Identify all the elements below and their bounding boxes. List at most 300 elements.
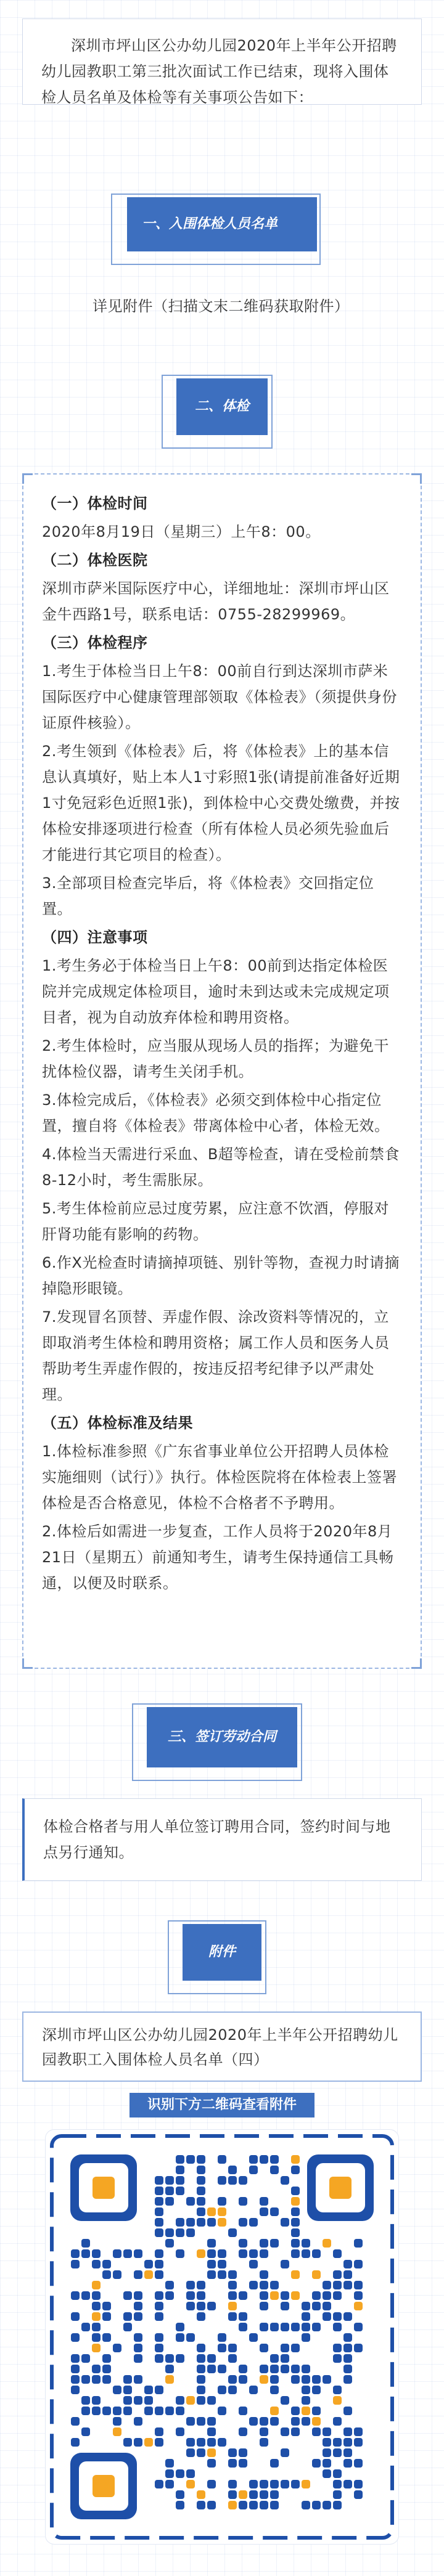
qr-module [102,2407,111,2415]
qr-module [123,2291,132,2300]
qr-module [343,2281,352,2289]
qr-module [291,2375,300,2384]
qr-module [302,2386,310,2394]
qr-module [197,2448,205,2457]
qr-module [260,2155,268,2164]
qr-module [134,2302,142,2310]
qr-module [186,2281,195,2289]
qr-module [218,2176,226,2185]
qr-module [312,2249,321,2258]
qr-module [291,2344,300,2352]
qr-module [228,2270,237,2279]
qr-module [260,2239,268,2248]
qr-module [333,2291,342,2300]
qr-module [270,2480,279,2488]
qr-module [102,2333,111,2342]
qr-module [260,2417,268,2426]
qr-module [123,2249,132,2258]
attachment-heading [173,1915,271,1989]
qr-module [197,2281,205,2289]
qr-module [260,2438,268,2447]
qr-module [302,2407,310,2415]
section2-paragraph: 2.体检后如需进一步复查，工作人员将于2020年8月21日（星期五）前通知考生，请考生保持通信工具畅通，以便及时联系。 [42,1523,394,1592]
qr-module [197,2291,205,2300]
qr-module [218,2249,226,2258]
qr-module [186,2396,195,2405]
qr-module [92,2365,101,2373]
qr-module [228,2228,237,2237]
section2-paragraph: 2.考生体检时，应当服从现场人员的指挥；为避免干扰体检仪器，请考生关闭手机。 [42,1037,389,1080]
qr-module [218,2218,226,2227]
qr-module [323,2448,331,2457]
qr-module [323,2281,331,2289]
qr-module [81,2249,90,2258]
qr-module [102,2365,111,2373]
qr-module [260,2490,268,2499]
qr-module [302,2417,310,2426]
qr-module [155,2176,163,2185]
qr-module [165,2176,174,2185]
qr-module [155,2260,163,2268]
attachment-box [22,2011,422,2082]
qr-finder-tl [70,2154,137,2221]
qr-module [343,2354,352,2363]
qr-module [81,2239,90,2248]
qr-module [239,2197,247,2206]
qr-module [239,2312,247,2321]
qr-module [270,2459,279,2468]
section3-heading-text: 三、签订劳动合同 [147,1707,297,1767]
section2-paragraph: 2020年8月19日（星期三）上午8：00。 [42,523,321,540]
qr-module [291,2365,300,2373]
qr-module [165,2187,174,2195]
qr-module [249,2155,258,2164]
section2-subheading: （三）体检程序 [42,634,148,651]
qr-module [354,2490,363,2499]
qr-module [155,2344,163,2352]
section2-paragraph: 3.全部项目检查完毕后，将《体检表》交回指定位置。 [42,874,374,918]
qr-module [207,2207,216,2216]
qr-module [354,2291,363,2300]
qr-module [92,2344,101,2352]
qr-module [207,2239,216,2248]
qr-module [176,2323,184,2331]
qr-module [281,2302,289,2310]
qr-module [270,2365,279,2373]
qr-module [92,2249,101,2258]
qr-module [165,2239,174,2248]
qr-module [186,2197,195,2206]
qr-module [270,2407,279,2415]
qr-module [155,2354,163,2363]
qr-module [312,2459,321,2468]
qr-module [228,2354,237,2363]
qr-module [165,2407,174,2415]
qr-module [343,2365,352,2373]
qr-module [270,2291,279,2300]
qr-module [155,2218,163,2227]
qr-module [165,2228,174,2237]
qr-module [354,2323,363,2331]
qr-module [134,2396,142,2405]
qr-module [218,2365,226,2373]
qr-module [218,2270,226,2279]
qr-module [270,2386,279,2394]
qr-module [155,2249,163,2258]
qr-module [197,2417,205,2426]
qr-module [228,2291,237,2300]
qr-module [343,2333,352,2342]
qr-module [186,2417,195,2426]
qr-module [343,2344,352,2352]
qr-module [123,2407,132,2415]
qr-module [176,2396,184,2405]
qr-module [165,2291,174,2300]
qr-module [323,2501,331,2509]
qr-module [323,2427,331,2436]
qr-module [134,2270,142,2279]
qr-module [323,2239,331,2248]
qr-module [81,2323,90,2331]
qr-module [197,2166,205,2174]
qr-module [249,2386,258,2394]
qr-module [343,2375,352,2384]
qr-module [239,2365,247,2373]
qr-module [92,2333,101,2342]
qr-module [165,2375,174,2384]
qr-module [207,2249,216,2258]
qr-module [228,2386,237,2394]
qr-module [186,2155,195,2164]
qr-module [134,2344,142,2352]
qr-module [144,2396,153,2405]
qr-module [354,2427,363,2436]
qr-module [260,2427,268,2436]
qr-module [176,2228,184,2237]
qr-module [312,2417,321,2426]
qr-module [176,2218,184,2227]
qr-module [197,2386,205,2394]
qr-module [197,2501,205,2509]
section3-heading [137,1698,307,1776]
qr-module [134,2375,142,2384]
qr-module [102,2270,111,2279]
section3-text: 体检合格者与用人单位签订聘用合同，签约时间与地点另行通知。 [43,1818,391,1861]
qr-module [291,2323,300,2331]
qr-module [291,2166,300,2174]
qr-module [92,2312,101,2321]
qr-module [249,2417,258,2426]
qr-module [197,2187,205,2195]
qr-module [302,2501,310,2509]
qr-module [155,2427,163,2436]
qr-module [71,2333,80,2342]
qr-module [218,2333,226,2342]
qr-module [134,2417,142,2426]
qr-module [333,2417,342,2426]
qr-module [207,2260,216,2268]
qr-module [155,2270,163,2279]
qr-module [218,2407,226,2415]
qr-module [134,2291,142,2300]
qr-module [207,2459,216,2468]
qr-module [71,2291,80,2300]
qr-module [323,2459,331,2468]
qr-module [333,2270,342,2279]
qr-module [186,2480,195,2488]
qr-module [228,2501,237,2509]
section3-box [22,1798,422,1881]
qr-module [270,2490,279,2499]
qr-module [291,2187,300,2195]
qr-module [165,2281,174,2289]
qr-module [197,2197,205,2206]
qr-module [312,2407,321,2415]
qr-module [197,2176,205,2185]
qr-module [186,2228,195,2237]
qr-module [218,2344,226,2352]
qr-module [260,2270,268,2279]
qr-module [123,2438,132,2447]
corner-br [411,1658,422,1669]
qr-module [323,2469,331,2478]
qr-module [123,2386,132,2394]
qr-module [260,2375,268,2384]
qr-module [228,2302,237,2310]
qr-module [281,2354,289,2363]
qr-module [312,2323,321,2331]
qr-module [260,2365,268,2373]
qr-module [333,2396,342,2405]
qr-module [123,2323,132,2331]
qr-module [281,2365,289,2373]
qr-module [197,2207,205,2216]
qr-module [71,2249,80,2258]
qr-module [249,2333,258,2342]
qr-module [207,2396,216,2405]
section2-body [22,473,422,1669]
qr-module [176,2249,184,2258]
corner-tr [411,473,422,484]
qr-module [155,2228,163,2237]
qr-module [197,2218,205,2227]
qr-module [239,2490,247,2499]
qr-module [333,2281,342,2289]
qr-module [281,2448,289,2457]
qr-frame [46,2130,398,2544]
section1-text: 详见附件（扫描文末二维码获取附件） [92,298,350,315]
qr-module [102,2302,111,2310]
qr-module [176,2187,184,2195]
qr-module [333,2469,342,2478]
section2-paragraph: 4.体检当天需进行采血、B超等检查，请在受检前禁食8-12小时，考生需胀尿。 [42,1146,400,1189]
qr-module [312,2291,321,2300]
qr-module [323,2291,331,2300]
qr-module [71,2260,80,2268]
qr-module [323,2312,331,2321]
qr-module [144,2386,153,2394]
qr-module [228,2448,237,2457]
qr-module [176,2407,184,2415]
qr-module [249,2490,258,2499]
qr-module [155,2302,163,2310]
qr-module [249,2260,258,2268]
qr-module [165,2197,174,2206]
qr-module [113,2249,121,2258]
qr-module [176,2354,184,2363]
qr-module [113,2386,121,2394]
qr-module [197,2249,205,2258]
qr-module [270,2155,279,2164]
qr-module [312,2302,321,2310]
qr-module [239,2291,247,2300]
qr-module [92,2260,101,2268]
qr-module [113,2344,121,2352]
qr-module [343,2407,352,2415]
qr-module [260,2291,268,2300]
qr-module [291,2239,300,2248]
qr-module [197,2438,205,2447]
qr-module [249,2249,258,2258]
qr-module [354,2344,363,2352]
qr-module [186,2448,195,2457]
qr-module [323,2438,331,2447]
qr-module [291,2427,300,2436]
qr-module [186,2333,195,2342]
qr-module [302,2312,310,2321]
qr-module [176,2166,184,2174]
qr-module [197,2155,205,2164]
qr-module [260,2480,268,2488]
qr-module [197,2312,205,2321]
section1-heading-text: 一、入围体检人员名单 [127,197,317,251]
qr-code[interactable] [46,2130,398,2544]
qr-module [113,2270,121,2279]
qr-module [81,2291,90,2300]
qr-module [81,2427,90,2436]
qr-module [343,2312,352,2321]
qr-module [155,2438,163,2447]
qr-module [186,2438,195,2447]
qr-module [207,2427,216,2436]
qr-module [165,2365,174,2373]
intro-box [22,18,422,105]
qr-module [207,2501,216,2509]
qr-module [144,2270,153,2279]
qr-finder-tr [307,2154,374,2221]
qr-module [333,2344,342,2352]
qr-module [260,2197,268,2206]
qr-module [155,2291,163,2300]
section2-lines [42,491,402,1596]
qr-module [281,2260,289,2268]
qr-module [197,2302,205,2310]
qr-module [302,2333,310,2342]
qr-module [239,2323,247,2331]
qr-module [228,2480,237,2488]
qr-module [71,2312,80,2321]
section2-paragraph: 5.考生体检前应忌过度劳累，应注意不饮酒，停服对肝肾功能有影响的药物。 [42,1200,389,1243]
qr-module [207,2302,216,2310]
qr-module [176,2176,184,2185]
qr-module [312,2270,321,2279]
qr-module [186,2291,195,2300]
qr-module [333,2501,342,2509]
corner-tl [22,473,33,484]
qr-module [354,2281,363,2289]
qr-module [239,2427,247,2436]
qr-module [134,2249,142,2258]
qr-module [113,2407,121,2415]
qr-module [155,2407,163,2415]
qr-module [333,2438,342,2447]
qr-module [312,2427,321,2436]
section2-paragraph: 7.发现冒名顶替、弄虚作假、涂改资料等情况的，立即取消考生体检和聘用资格；属工作人员和医务人员帮助考生弄虚作假的，按违反招考纪律予以严肃处理。 [42,1308,390,1403]
qr-module [228,2281,237,2289]
qr-module [354,2438,363,2447]
qr-module [134,2312,142,2321]
qr-module [281,2176,289,2185]
qr-module [81,2396,90,2405]
qr-module [102,2375,111,2384]
section2-paragraph: 1.考生务必于体检当日上午8：00前到达指定体检医院并完成规定体检项目，逾时未到达或未完成规定项目者，视为自动放弃体检和聘用资格。 [42,957,390,1026]
qr-module [207,2218,216,2227]
qr-module [249,2480,258,2488]
qr-module [102,2260,111,2268]
qr-module [333,2386,342,2394]
qr-module [260,2323,268,2331]
section2-subheading: （五）体检标准及结果 [42,1414,193,1432]
qr-module [239,2407,247,2415]
qr-module [71,2365,80,2373]
qr-module [333,2354,342,2363]
qr-module [71,2354,80,2363]
qr-module [323,2375,331,2384]
qr-module [270,2323,279,2331]
qr-module [333,2480,342,2488]
qr-module [343,2459,352,2468]
attachment-text[interactable]: 深圳市坪山区公办幼儿园2020年上半年公开招聘幼儿园教职工入围体检人员名单（四） [42,2026,398,2068]
qr-module [102,2312,111,2321]
qr-module [155,2207,163,2216]
qr-module [218,2260,226,2268]
qr-module [155,2333,163,2342]
section2-paragraph: 2.考生领到《体检表》后，将《体检表》上的基本信息认真填好，贴上本人1寸彩照1张(请提前准备好近期1寸免冠彩色近照1张)，到体检中心交费处缴费，并按体检安排逐项进行检查（所有体检人员必须先验血后才能进行其它项目的检查）。 [42,743,400,863]
qr-module [218,2438,226,2447]
qr-module [281,2427,289,2436]
qr-module [165,2480,174,2488]
qr-module [343,2270,352,2279]
qr-module [176,2490,184,2499]
qr-module [260,2249,268,2258]
qr-module [218,2207,226,2216]
qr-module [123,2375,132,2384]
qr-module [343,2438,352,2447]
qr-module [239,2501,247,2509]
qr-module [92,2281,101,2289]
qr-module [281,2344,289,2352]
corner-bl [22,1658,33,1669]
qr-module [197,2365,205,2373]
qr-module [92,2375,101,2384]
qr-module [343,2448,352,2457]
qr-module [302,2480,310,2488]
qr-module [155,2187,163,2195]
qr-module [312,2501,321,2509]
qr-module [333,2448,342,2457]
qr-module [291,2417,300,2426]
qr-module [302,2365,310,2373]
